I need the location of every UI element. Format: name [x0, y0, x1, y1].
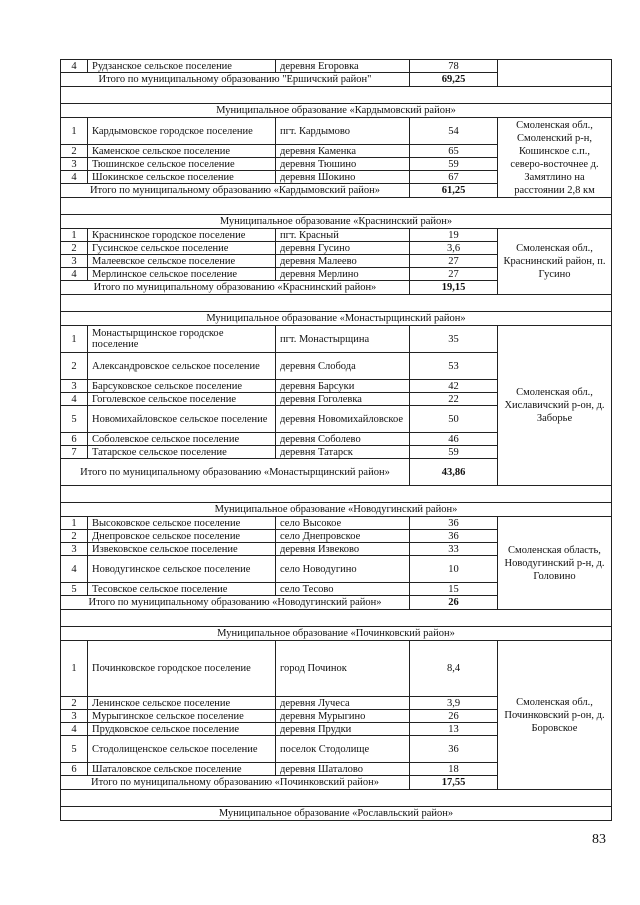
row-number: 1: [61, 229, 88, 242]
admin-center: пгт. Красный: [276, 229, 410, 242]
total-label: Итого по муниципальному образованию «Краснинский район»: [61, 281, 410, 295]
admin-center: деревня Татарск: [276, 446, 410, 459]
distance-value: 36: [410, 517, 498, 530]
distance-value: 78: [410, 60, 498, 73]
admin-center: пгт. Монастырщина: [276, 326, 410, 353]
distance-value: 10: [410, 556, 498, 583]
row-number: 3: [61, 255, 88, 268]
admin-center: деревня Прудки: [276, 723, 410, 736]
settlement-name: Шокинское сельское поселение: [88, 171, 276, 184]
section-header: Муниципальное образование «Починковский район»: [61, 627, 612, 641]
admin-center: деревня Тюшино: [276, 158, 410, 171]
distance-value: 53: [410, 353, 498, 380]
total-label: Итого по муниципальному образованию «Новодугинский район»: [61, 596, 410, 610]
row-number: 4: [61, 60, 88, 73]
distance-value: 26: [410, 710, 498, 723]
row-number: 3: [61, 158, 88, 171]
section-header-row: [61, 215, 612, 229]
admin-center: поселок Стодолище: [276, 736, 410, 763]
section-gap: [61, 610, 612, 627]
settlement-name: Соболевское сельское поселение: [88, 433, 276, 446]
admin-center: деревня Мурыгино: [276, 710, 410, 723]
table-row: [61, 60, 612, 73]
admin-center: пгт. Кардымово: [276, 118, 410, 145]
settlement-name: Починковское городское поселение: [88, 641, 276, 697]
distance-value: 13: [410, 723, 498, 736]
total-label: Итого по муниципальному образованию «Починковский район»: [61, 776, 410, 790]
distance-value: 36: [410, 736, 498, 763]
settlement-name: Александровское сельское поселение: [88, 353, 276, 380]
location-note: Смоленская обл., Смоленский р-н, Кошинское с.п., северо-восточнее д. Замятлино на расстоянии 2,8 км: [498, 118, 612, 198]
admin-center: деревня Новомихайловское: [276, 406, 410, 433]
admin-center: деревня Гоголевка: [276, 393, 410, 406]
admin-center: деревня Соболево: [276, 433, 410, 446]
row-number: 5: [61, 736, 88, 763]
row-number: 4: [61, 556, 88, 583]
settlement-name: Шаталовское сельское поселение: [88, 763, 276, 776]
settlement-name: Монастырщинское городское поселение: [88, 326, 276, 353]
section-header: Муниципальное образование «Краснинский район»: [61, 215, 612, 229]
admin-center: село Высокое: [276, 517, 410, 530]
row-number: 4: [61, 723, 88, 736]
location-note: Смоленская область, Новодугинский р-н, д. Головино: [498, 517, 612, 610]
admin-center: деревня Шокино: [276, 171, 410, 184]
section-header-row: [61, 503, 612, 517]
row-number: 6: [61, 433, 88, 446]
row-number: 6: [61, 763, 88, 776]
table-row: [61, 118, 612, 145]
row-number: 1: [61, 326, 88, 353]
distance-value: 3,6: [410, 242, 498, 255]
gap-cell: [61, 198, 612, 215]
section-header-row: [61, 627, 612, 641]
settlement-name: Малеевское сельское поселение: [88, 255, 276, 268]
admin-center: село Днепровское: [276, 530, 410, 543]
settlement-name: Рудзанское сельское поселение: [88, 60, 276, 73]
total-value: 43,86: [410, 459, 498, 486]
settlement-name: Извековское сельское поселение: [88, 543, 276, 556]
distance-value: 19: [410, 229, 498, 242]
row-number: 2: [61, 353, 88, 380]
admin-center: деревня Малеево: [276, 255, 410, 268]
total-value: 17,55: [410, 776, 498, 790]
settlement-name: Новодугинское сельское поселение: [88, 556, 276, 583]
distance-value: 36: [410, 530, 498, 543]
settlement-name: Тесовское сельское поселение: [88, 583, 276, 596]
settlement-name: Краснинское городское поселение: [88, 229, 276, 242]
admin-center: деревня Шаталово: [276, 763, 410, 776]
row-number: 1: [61, 118, 88, 145]
document-table-area: [60, 59, 611, 821]
row-number: 2: [61, 242, 88, 255]
row-number: 4: [61, 393, 88, 406]
row-number: 3: [61, 380, 88, 393]
settlement-name: Высоковское сельское поселение: [88, 517, 276, 530]
section-header: Муниципальное образование «Кардымовский район»: [61, 104, 612, 118]
row-number: 1: [61, 517, 88, 530]
distance-value: 42: [410, 380, 498, 393]
settlement-name: Днепровское сельское поселение: [88, 530, 276, 543]
table-row: [61, 326, 612, 353]
row-number: 4: [61, 171, 88, 184]
section-header-row: [61, 312, 612, 326]
row-number: 3: [61, 710, 88, 723]
row-number: 2: [61, 145, 88, 158]
distance-value: 27: [410, 268, 498, 281]
admin-center: деревня Слобода: [276, 353, 410, 380]
section-gap: [61, 486, 612, 503]
distance-value: 54: [410, 118, 498, 145]
settlement-name: Татарское сельское поселение: [88, 446, 276, 459]
section-header: Муниципальное образование «Рославльский район»: [61, 807, 612, 821]
admin-center: деревня Егоровка: [276, 60, 410, 73]
settlement-name: Стодолищенское сельское поселение: [88, 736, 276, 763]
section-header-row: [61, 104, 612, 118]
table-row: [61, 517, 612, 530]
admin-center: село Новодугино: [276, 556, 410, 583]
distance-value: 67: [410, 171, 498, 184]
distance-value: 15: [410, 583, 498, 596]
section-gap: [61, 87, 612, 104]
location-note: Смоленская обл., Починковский р-он, д. Боровское: [498, 641, 612, 790]
total-label: Итого по муниципальному образованию «Монастырщинский район»: [61, 459, 410, 486]
section-gap: [61, 198, 612, 215]
row-number: 4: [61, 268, 88, 281]
total-label: Итого по муниципальному образованию «Кардымовский район»: [61, 184, 410, 198]
gap-cell: [61, 486, 612, 503]
distance-value: 33: [410, 543, 498, 556]
distance-value: 46: [410, 433, 498, 446]
distance-value: 35: [410, 326, 498, 353]
location-note: Смоленская обл., Краснинский район, п. Гусино: [498, 229, 612, 295]
gap-cell: [61, 790, 612, 807]
section-gap: [61, 790, 612, 807]
total-label: Итого по муниципальному образованию "Ершичский район": [61, 73, 410, 87]
row-number: 5: [61, 406, 88, 433]
distance-value: 22: [410, 393, 498, 406]
location-note-empty: [498, 60, 612, 87]
distance-value: 50: [410, 406, 498, 433]
admin-center: деревня Извеково: [276, 543, 410, 556]
admin-center: деревня Каменка: [276, 145, 410, 158]
admin-center: деревня Гусино: [276, 242, 410, 255]
settlement-name: Мерлинское сельское поселение: [88, 268, 276, 281]
settlement-name: Новомихайловское сельское поселение: [88, 406, 276, 433]
admin-center: село Тесово: [276, 583, 410, 596]
settlements-table: [60, 59, 612, 821]
section-header: Муниципальное образование «Монастырщинский район»: [61, 312, 612, 326]
gap-cell: [61, 610, 612, 627]
distance-value: 59: [410, 446, 498, 459]
location-note: Смоленская обл., Хиславичский р-он, д. Заборье: [498, 326, 612, 486]
settlement-name: Тюшинское сельское поселение: [88, 158, 276, 171]
section-header-row: [61, 807, 612, 821]
total-value: 26: [410, 596, 498, 610]
admin-center: город Починок: [276, 641, 410, 697]
total-value: 61,25: [410, 184, 498, 198]
settlement-name: Гусинское сельское поселение: [88, 242, 276, 255]
gap-cell: [61, 87, 612, 104]
distance-value: 27: [410, 255, 498, 268]
row-number: 7: [61, 446, 88, 459]
row-number: 5: [61, 583, 88, 596]
distance-value: 59: [410, 158, 498, 171]
row-number: 2: [61, 530, 88, 543]
admin-center: деревня Барсуки: [276, 380, 410, 393]
row-number: 1: [61, 641, 88, 697]
settlement-name: Прудковское сельское поселение: [88, 723, 276, 736]
admin-center: деревня Мерлино: [276, 268, 410, 281]
distance-value: 65: [410, 145, 498, 158]
admin-center: деревня Лучеса: [276, 697, 410, 710]
gap-cell: [61, 295, 612, 312]
table-row: [61, 641, 612, 697]
settlement-name: Ленинское сельское поселение: [88, 697, 276, 710]
total-value: 19,15: [410, 281, 498, 295]
distance-value: 8,4: [410, 641, 498, 697]
settlement-name: Мурыгинское сельское поселение: [88, 710, 276, 723]
total-value: 69,25: [410, 73, 498, 87]
settlement-name: Барсуковское сельское поселение: [88, 380, 276, 393]
settlement-name: Кардымовское городское поселение: [88, 118, 276, 145]
page-number: 83: [592, 832, 606, 847]
section-header: Муниципальное образование «Новодугинский район»: [61, 503, 612, 517]
section-gap: [61, 295, 612, 312]
distance-value: 18: [410, 763, 498, 776]
table-row: [61, 229, 612, 242]
row-number: 3: [61, 543, 88, 556]
row-number: 2: [61, 697, 88, 710]
settlement-name: Каменское сельское поселение: [88, 145, 276, 158]
settlement-name: Гоголевское сельское поселение: [88, 393, 276, 406]
distance-value: 3,9: [410, 697, 498, 710]
